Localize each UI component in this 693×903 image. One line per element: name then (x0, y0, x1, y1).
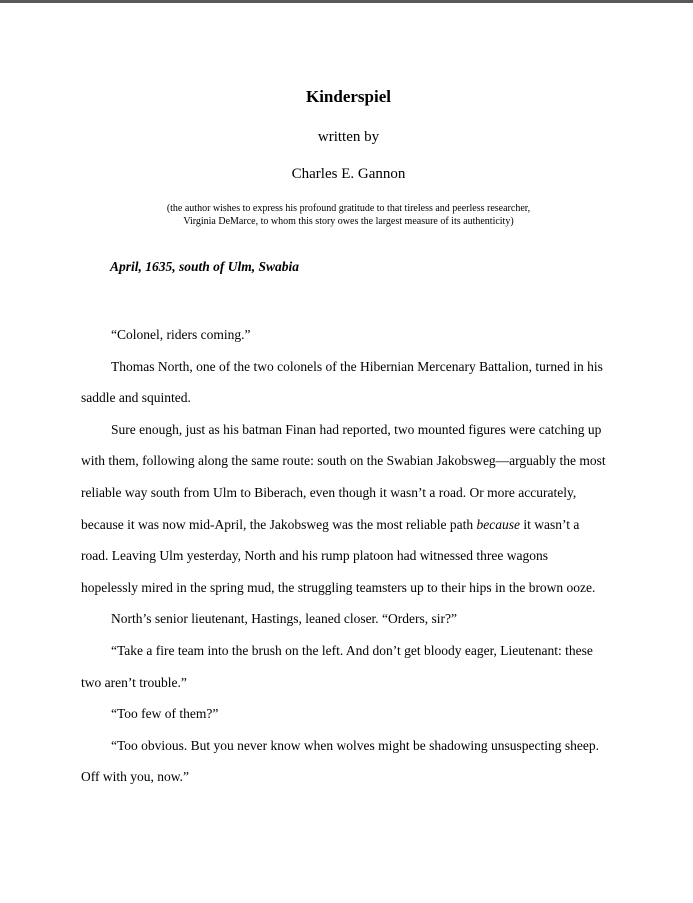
text-line: North’s senior lieutenant, Hastings, leaned closer. “Orders, sir?” (111, 611, 458, 627)
text-line: hopelessly mired in the spring mud, the struggling teamsters up to their hips in the brown ooze. (81, 579, 596, 595)
text-line: reliable way south from Ulm to Biberach, even though it wasn’t a road. Or more accurately, (81, 484, 577, 500)
text-line: “Take a fire team into the brush on the left. And don’t get bloody eager, Lieutenant: these (111, 642, 593, 658)
paragraph-continuation (81, 572, 621, 604)
window-top-border (0, 0, 693, 3)
text-line: “Too few of them?” (111, 706, 219, 722)
text-line: with them, following along the same route: south on the Swabian Jakobsweg—arguably the most (81, 453, 606, 469)
paragraph-continuation (81, 477, 621, 509)
text-line-part: it wasn’t a (520, 516, 580, 532)
byline: written by (317, 129, 380, 145)
text-line: Sure enough, just as his batman Finan had reported, two mounted figures were catching up (111, 421, 602, 437)
dedication (0, 202, 693, 228)
paragraph-continuation (81, 445, 621, 477)
paragraph (81, 351, 621, 383)
paragraph (81, 635, 621, 667)
text-line-part: because it was now mid-April, the Jakobsweg was the most reliable path (81, 516, 477, 532)
emphasis-text: because (476, 516, 521, 532)
text-line: “Colonel, riders coming.” (111, 327, 251, 342)
paragraph (81, 603, 621, 635)
text-line: road. Leaving Ulm yesterday, North and his rump platoon had witnessed three wagons (81, 548, 549, 564)
story-body (81, 319, 621, 793)
dedication-line: (the author wishes to express his profound gratitude to that tireless and peerless researcher, (166, 203, 531, 214)
paragraph (81, 414, 621, 446)
paragraph (81, 319, 621, 351)
dedication-line: Virginia DeMarce, to whom this story owes the largest measure of its authenticity) (183, 216, 514, 227)
text-line: saddle and squinted. (81, 390, 191, 406)
paragraph-continuation (81, 509, 621, 541)
text-line: two aren’t trouble.” (81, 674, 187, 690)
paragraph (81, 698, 621, 730)
paragraph-continuation (81, 761, 621, 793)
author-name: Charles E. Gannon (291, 166, 406, 182)
document-title: Kinderspiel (305, 87, 391, 106)
text-line: “Too obvious. But you never know when wolves might be shadowing unsuspecting sheep. (111, 737, 599, 753)
paragraph-continuation (81, 382, 621, 414)
dateline: April, 1635, south of Ulm, Swabia (110, 259, 300, 274)
paragraph-continuation (81, 667, 621, 699)
paragraph (81, 730, 621, 762)
text-line: Off with you, now.” (81, 769, 189, 785)
paragraph-continuation (81, 540, 621, 572)
text-line: Thomas North, one of the two colonels of the Hibernian Mercenary Battalion, turned in his (111, 358, 603, 374)
